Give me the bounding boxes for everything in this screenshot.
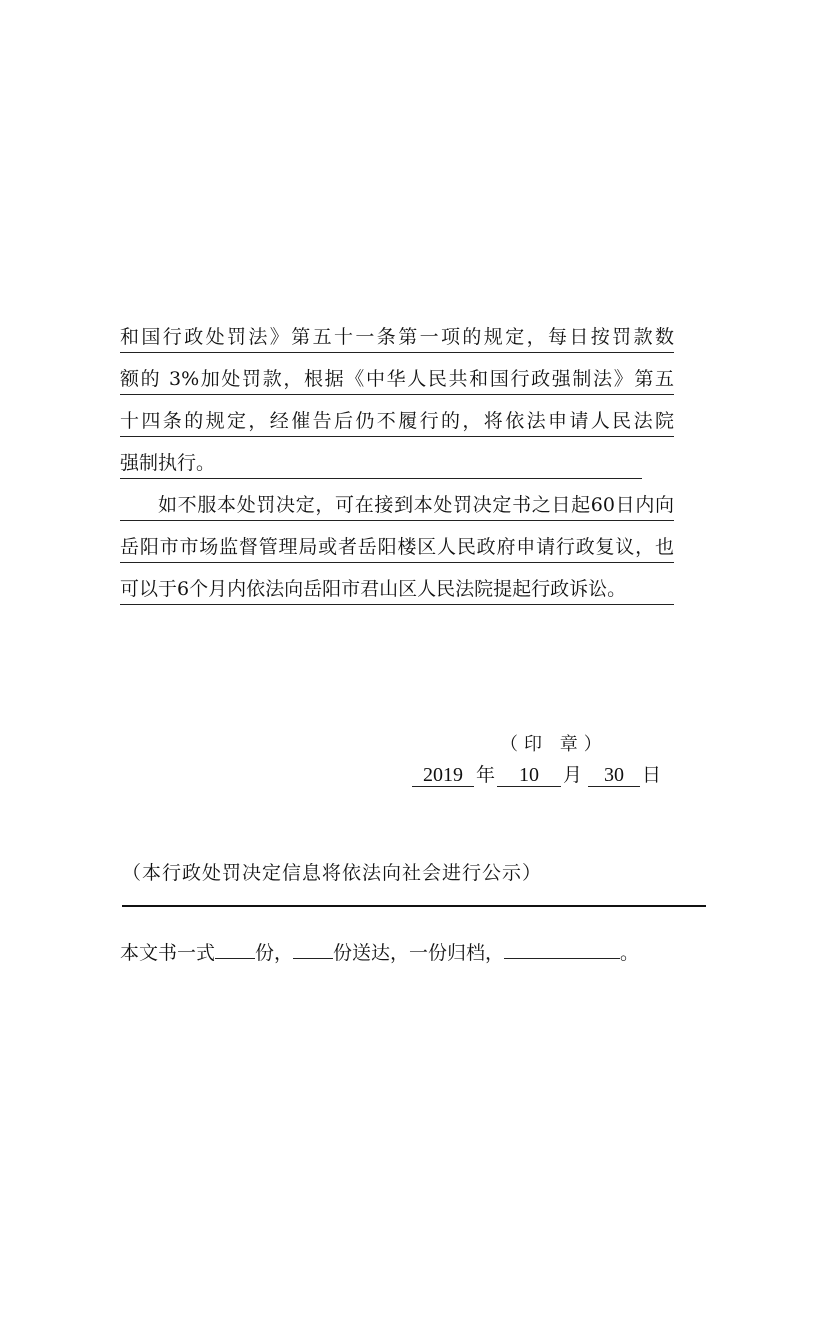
date-year-unit: 年 [476,764,496,786]
copies-blank-total [215,938,255,959]
paragraph-line: 额的 3%加处罚款，根据《中华人民共和国行政强制法》第五 [120,366,674,395]
copies-text-1: 本文书一式 [120,942,216,964]
appeal-line: 岳阳市市场监督管理局或者岳阳楼区人民政府申请行政复议，也 [120,534,674,563]
copies-text-3: 份送达，一份归档， [333,942,505,964]
appeal-line: 可以于6个月内依法向岳阳市君山区人民法院提起行政诉讼。 [120,576,674,605]
publicity-notice: （本行政处罚决定信息将依法向社会进行公示） [122,862,543,884]
appeal-line: 如不服本处罚决定，可在接到本处罚决定书之日起60日内向 [120,492,674,521]
date-year: 2019 [412,764,474,787]
copies-statement [120,938,639,966]
date-day-unit: 日 [642,764,662,786]
divider [122,905,706,907]
copies-blank-other [504,938,620,959]
copies-blank-served [293,938,333,959]
issue-date [412,762,663,788]
paragraph-line: 十四条的规定，经催告后仍不履行的，将依法申请人民法院 [120,408,674,437]
copies-text-2: 份， [255,942,294,964]
paragraph-line: 强制执行。 [120,450,642,479]
paragraph-line: 和国行政处罚法》第五十一条第一项的规定，每日按罚款数 [120,324,674,353]
copies-text-4: 。 [620,942,640,964]
date-month-unit: 月 [563,764,583,786]
seal-label: （印 章） [500,734,608,755]
date-day: 30 [588,764,640,787]
date-month: 10 [497,764,561,787]
